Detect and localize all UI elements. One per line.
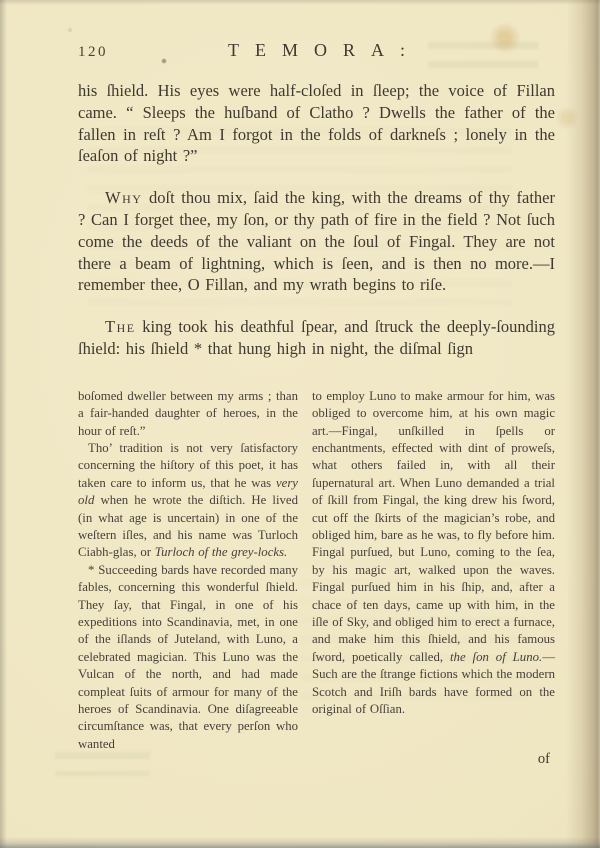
footnote-right-column <box>312 388 555 754</box>
page-content <box>78 40 555 753</box>
footnotes <box>78 388 555 754</box>
running-title: TEMORA: <box>228 40 421 60</box>
page-edge-shadow-bottom <box>0 837 600 848</box>
page-edge-shadow-left <box>0 0 7 848</box>
footnote-left-column <box>78 388 298 754</box>
page-number: 120 <box>78 44 108 60</box>
paragraph: boſomed dweller between my arms ; than a fair-handed daughter of heroes, in the hour of reſt.” <box>78 388 298 438</box>
main-text <box>78 80 555 360</box>
catchword: of <box>537 751 550 767</box>
page-edge-shadow-right <box>566 0 600 848</box>
paragraph: his ſhield. His eyes were half-cloſed in ſleep; the voice of Fillan came. “ Sleeps the huſband of Clatho ? Dwells the father of the fallen in reſt ? Am I forgot in the folds of darkneſs ; lonely in the ſeaſon of night ?” <box>78 81 555 166</box>
ink-bleedthrough <box>55 752 150 776</box>
paragraph: Why doſt thou mix, ſaid the king, with the dreams of thy father ? Can I forget thee, my ſon, or thy path of fire in the field ? Not ſuch come the deeds of the valiant on the ſoul of Fingal. They are not there a beam of lightning, which is ſeen, and is then no more.—I remember thee, O Fillan, and my wrath begins to riſe. <box>78 188 555 295</box>
paragraph: The king took his deathful ſpear, and ſtruck the deeply-ſounding ſhield: his ſhield * that hung high in night, the diſmal ſign <box>78 317 555 358</box>
page-header <box>78 40 555 64</box>
paragraph: * Succeeding bards have recorded many fables, concerning this wonderful ſhield. They ſay, that Fingal, in one of his expeditions into Scandinavia, met, in one of the iſlands of Juteland, with Luno, a celebrated magician. This Luno was the Vulcan of the north, and had made compleat ſuits of armour for many of the heroes of Scandinavia. One diſagreeable circumſtance was, that every perſon who wanted <box>78 562 298 751</box>
page-edge-shadow-top <box>0 0 600 5</box>
paragraph: Tho’ tradition is not very ſatisfactory concerning the hiſtory of this poet, it has taken care to inform us, that he was very old when he wrote the diſtich. He lived (in what age is uncertain) in one of the weſtern iſles, and his name was Turloch Ciabh-glas, or Turloch of the grey-locks. <box>78 440 298 560</box>
paragraph: to employ Luno to make armour for him, was obliged to overcome him, at his own magic art.—Fingal, unſkilled in ſpells or enchantments, effected with dint of proweſs, what others failed in, with all their ſupernatural art. When Luno demanded a trial of ſkill from Fingal, the king drew his ſword, cut off the ſkirts of the magician’s robe, and obliged him, bare as he was, to fly before him. Fingal purſued, but Luno, coming to the ſea, by his magic art, walked upon the waves. Fingal purſued him in his ſhip, and, after a chace of ten days, came up with him, in the iſle of Sky, and obliged him to erect a furnace, and make him this ſhield, and his famous ſword, poetically called, the ſon of Luno.—Such are the ſtrange fictions which the modern Scotch and Iriſh bards have formed on the original of Oſſian. <box>312 388 555 717</box>
